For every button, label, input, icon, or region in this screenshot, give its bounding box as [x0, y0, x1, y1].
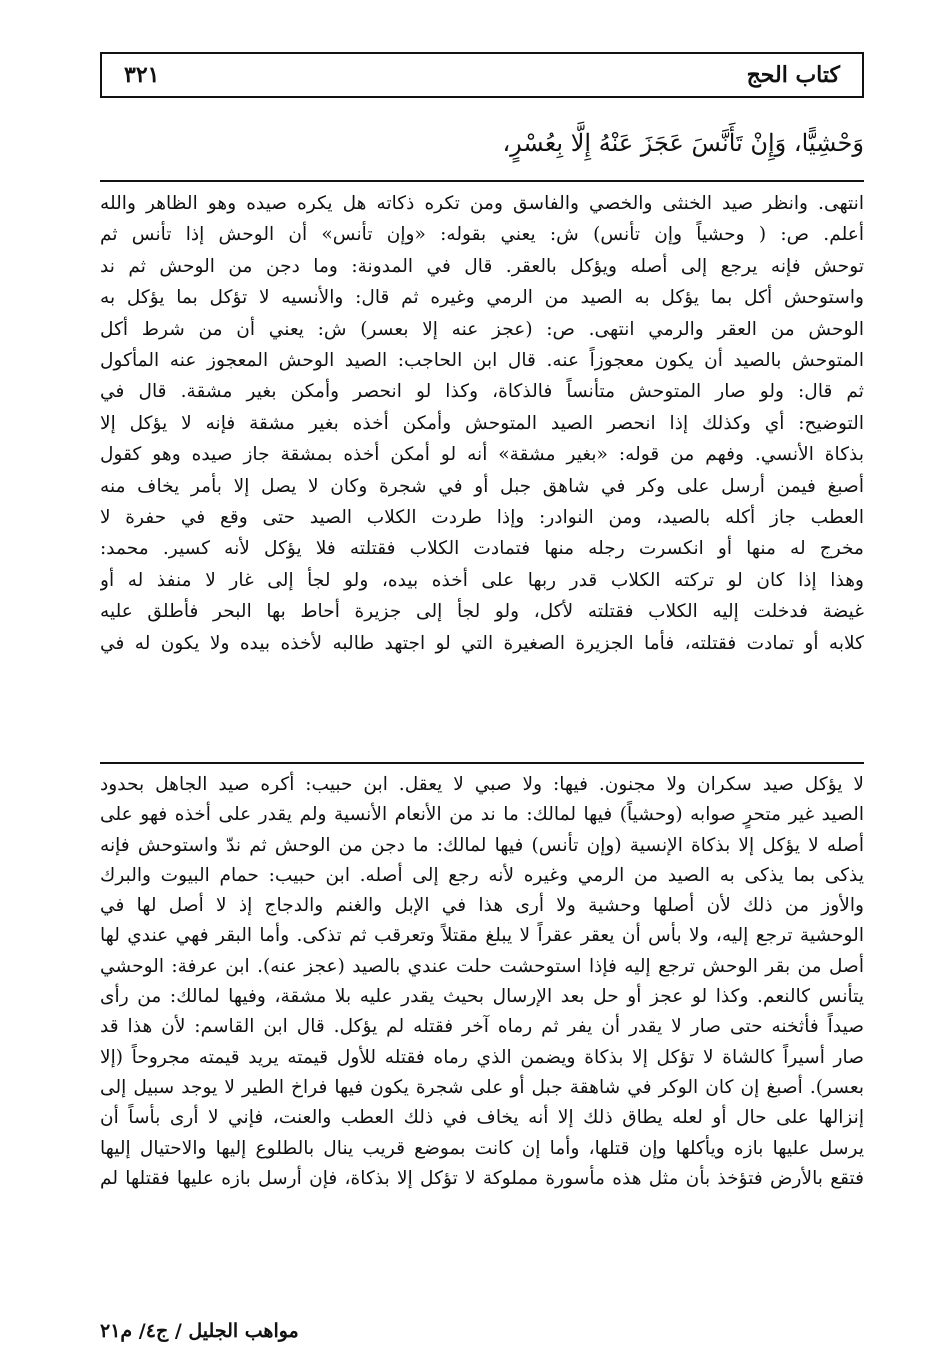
commentary-line: غيضة فدخلت إليه الكلاب فقتلته لأكل، ولو لجأ إلى جزيرة أحاط بها البحر فأطلق عليه — [100, 601, 864, 623]
note-line: أصله لا يؤكل إلا بذكاة الإنسية (وإن تأنس) فيها لمالك: ما دجن من الوحش ثم ندّ واستوحش فإنه — [100, 834, 864, 856]
note-line: بعسر). أصبغ إن كان الوكر في شاهقة جبل أو على شجرة يكون فيها فراخ الطير لا يوجد سبيل إلى — [100, 1076, 864, 1098]
commentary-line: المتوحش بالصيد أن يكون معجوزاً عنه. قال ابن الحاجب: الصيد الوحش المعجوز عنه المأكول — [100, 350, 864, 372]
matn-text: وَحْشِيًّا، وَإِنْ تَأَنَّسَ عَجَزَ عَنْهُ إِلَّا بِعُسْرٍ، — [502, 129, 864, 157]
note-line: يذكى بما يذكى به الصيد من الرمي وغيره لأنه رجع إلى أصله. ابن حبيب: حمام البيوت والبرك — [100, 864, 864, 886]
note-line: أصل من بقر الوحش ترجع إليه فإذا استوحشت حلت عندي بالصيد (عجز عنه). ابن عرفة: الوحشي — [100, 955, 864, 977]
note-line: إنزالها على حال أو لعله يطاق ذلك إلا أنه يخاف في ذلك العطب والعنت، فإني لا أرى بأساً أن — [100, 1107, 864, 1129]
commentary-line: ثم قال: ولو صار المتوحش متأنساً فالذكاة، وكذا لو انحصر وأمكن بغير مشقة. قال في — [100, 381, 864, 403]
note-line: الوحشية ترجع إليه، ولا بأس أن يعقر عقراً لا يبلغ مقتلاً وتعرقب ثم تذكى. وأما البقر فهي عندي لها — [100, 925, 864, 947]
commentary-line: الوحش من العقر والرمي انتهى. ص: (عجز عنه إلا بعسر) ش: يعني أن من شرط أكل — [100, 318, 864, 340]
note-line: يتأنس كالنعم. وكذا لو عجز أو حل بعد الإرسال بحيث يقدر عليه بلا مشقة، وفيها لمالك: من رأى — [100, 986, 864, 1008]
commentary-line: بذكاة الأنسي. وفهم من قوله: «بغير مشقة» أنه لو أمكن أخذه بمشقة جاز صيده وهو كقول — [100, 444, 864, 466]
commentary-line: انتهى. وانظر صيد الخنثى والخصي والفاسق ومن تكره ذكاته هل يكره صيده وهو الظاهر والله — [100, 193, 864, 214]
note-line: والأوز من ذلك لأن أصلها وحشية ولا أرى هذا في الإبل والغنم والدجاج إذ لا أصل لها في — [100, 895, 864, 917]
note-line: صيداً فأثخنه حتى صار لا يقدر أن يفر ثم رماه آخر فقتله لم يؤكل. قال ابن القاسم: لأن هذا قد — [100, 1016, 864, 1038]
commentary-line: وهذا إذا كان لو تركته الكلاب قدر ربها على أخذه بيده، ولو لجأ إلى غار لا منفذ له أو — [100, 569, 864, 591]
note-line: يرسل عليها بازه ويأكلها وإن قتلها، وأما إن كانت بموضع قريب ينال بالطلوع إليها والاحتيال إليها — [100, 1137, 864, 1159]
note-line: فتقع بالأرض فتؤخذ بأن مثل هذه مأسورة مملوكة لا تؤكل إلا بذكاة، فإن أرسل بازه عليها فقتلها لم — [100, 1167, 864, 1189]
commentary-line: كلابه أو تمادت فقتلته، فأما الجزيرة الصغيرة التي لو اجتهد طالبه لأخذه بيده ولا يكون له في — [100, 632, 864, 654]
book-title: كتاب الحج — [746, 62, 840, 88]
commentary-line: مخرج له منها أو انكسرت رجله منها فتمادت الكلاب فقتلته فلا يؤكل لأنه كسير. محمد: — [100, 538, 864, 560]
note-line: صار أسيراً كالشاة لا تؤكل إلا بذكاة ويضمن الذي رماه فقتله للأول قيمته يريد قيمته مجروحاً (إلا — [100, 1046, 864, 1068]
commentary-body — [100, 188, 864, 753]
commentary-line: توحش فإنه يرجع إلى أصله ويؤكل بالعقر. قال في المدونة: وما دجن من الوحش ثم ند — [100, 255, 864, 277]
commentary-line: واستوحش أكل بما يؤكل به الصيد من الرمي وغيره ثم قال: والأنسيه لا تؤكل بما يؤكل به — [100, 287, 864, 309]
page-header — [100, 52, 864, 98]
commentary-line: التوضيح: أي وكذلك إذا انحصر الصيد المتوحش وأمكن أخذه بغير مشقة فإنه لا يؤكل إلا — [100, 412, 864, 434]
lower-commentary — [100, 770, 864, 1310]
divider-notes — [100, 762, 864, 764]
note-line: لا يؤكل صيد سكران ولا مجنون. فيها: ولا صبي لا يعقل. ابن حبيب: أكره صيد الجاهل بحدود — [100, 774, 864, 795]
note-line: الصيد غير متحرٍ صوابه (وحشياً) فيها لمالك: ما ند من الأنعام الأنسية ولم يقدر على أخذه فهو على — [100, 804, 864, 826]
page-number: ٣٢١ — [124, 62, 160, 88]
divider-top — [100, 180, 864, 182]
commentary-line: أعلم. ص: ( وحشياً وإن تأنس) ش: يعني بقوله: «وإن تأنس» أن الوحش إذا تأنس ثم — [100, 224, 864, 246]
page-footer: مواهب الجليل / ج٤/ م٢١ — [100, 1320, 299, 1342]
commentary-line: أصبغ فيمن أرسل على وكر في شاهق جبل أو في شجرة وكان لا يصل إلا بأمر يخاف منه — [100, 475, 864, 497]
commentary-line: العطب جاز أكله بالصيد، ومن النوادر: وإذا طردت الكلاب الصيد حتى وقع في حفرة لا — [100, 507, 864, 529]
